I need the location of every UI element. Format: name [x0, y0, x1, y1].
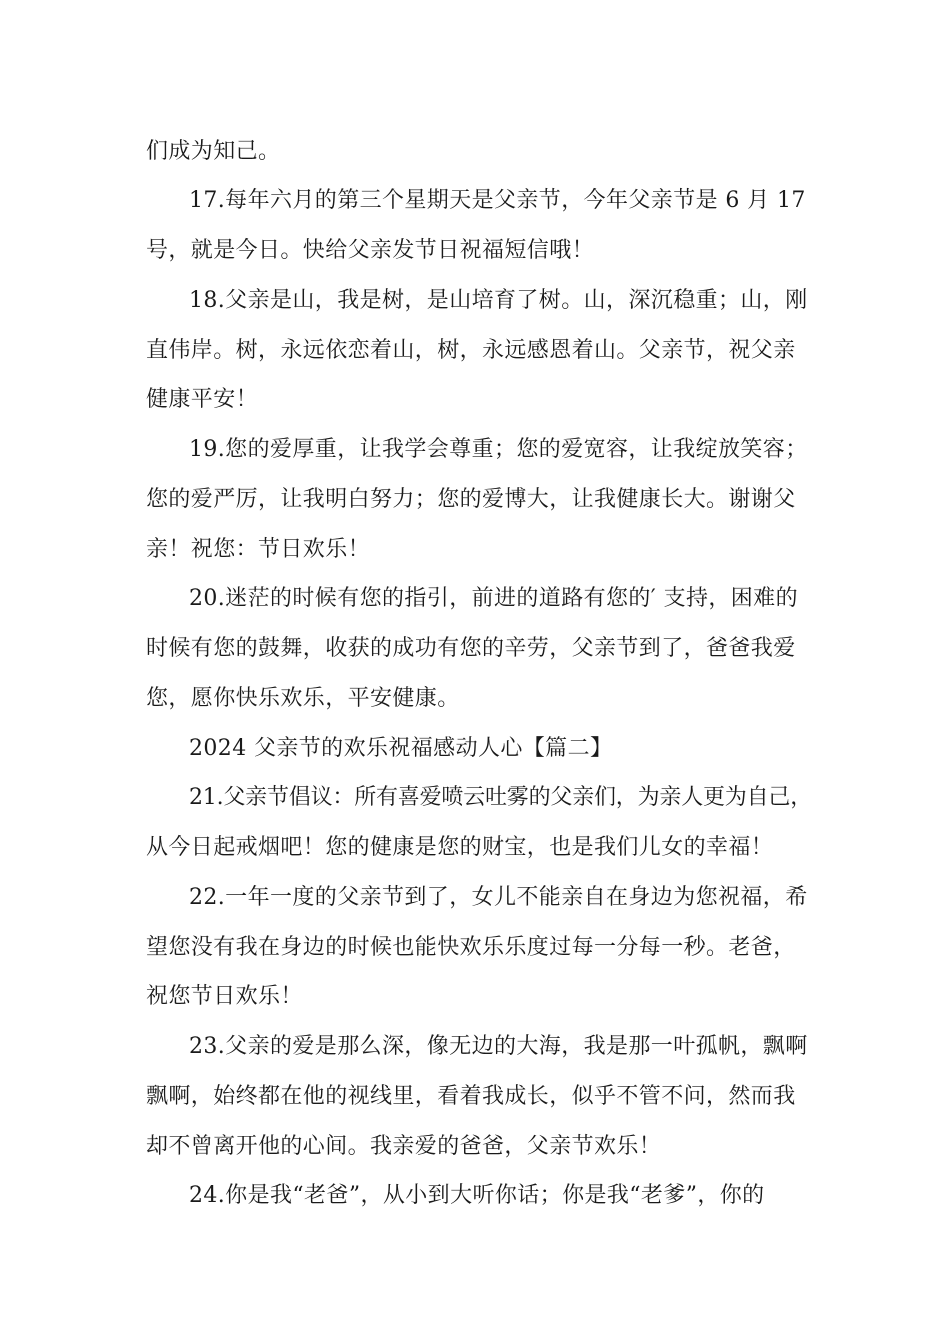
text-line: 望您没有我在身边的时候也能快欢乐乐度过每一分每一秒。老爸，	[146, 935, 796, 960]
text-line: 您的爱严厉，让我明白努力；您的爱博大，让我健康长大。谢谢父	[146, 487, 796, 512]
text-line: 们成为知己。	[146, 139, 281, 164]
paragraph-23: 23.父亲的爱是那么深，像无边的大海，我是那一叶孤帆，飘啊	[189, 1034, 808, 1059]
paragraph-21: 21.父亲节倡议：所有喜爱喷云吐雾的父亲们，为亲人更为自己，	[189, 785, 812, 810]
text-line: 健康平安！	[146, 387, 259, 412]
text-line: 亲！祝您：节日欢乐！	[146, 537, 371, 562]
text-line: 飘啊，始终都在他的视线里，看着我成长，似乎不管不问，然而我	[146, 1084, 796, 1109]
text-line: 祝您节日欢乐！	[146, 984, 303, 1009]
text-line: 却不曾离开他的心间。我亲爱的爸爸，父亲节欢乐！	[146, 1134, 662, 1159]
text-line: 从今日起戒烟吧！您的健康是您的财宝，也是我们儿女的幸福！	[146, 835, 774, 860]
paragraph-20: 20.迷茫的时候有您的指引，前进的道路有您的′ 支持，困难的	[189, 586, 798, 611]
text-line: 直伟岸。树，永远依恋着山，树，永远感恩着山。父亲节，祝父亲	[146, 338, 796, 363]
paragraph-18: 18.父亲是山，我是树，是山培育了树。山，深沉稳重；山，刚	[189, 288, 808, 313]
paragraph-17: 17.每年六月的第三个星期天是父亲节，今年父亲节是 6 月 17	[189, 188, 806, 213]
text-line: 号，就是今日。快给父亲发节日祝福短信哦！	[146, 238, 595, 263]
text-line: 您，愿你快乐欢乐，平安健康。	[146, 686, 460, 711]
paragraph-22: 22.一年一度的父亲节到了，女儿不能亲自在身边为您祝福，希	[189, 885, 808, 910]
paragraph-19: 19.您的爱厚重，让我学会尊重；您的爱宽容，让我绽放笑容；	[189, 437, 808, 462]
section-heading: 2024 父亲节的欢乐祝福感动人心【篇二】	[189, 736, 613, 761]
paragraph-24: 24.你是我“老爸”，从小到大听你话；你是我“老爹”，你的	[189, 1183, 765, 1208]
text-line: 时候有您的鼓舞，收获的成功有您的辛劳，父亲节到了，爸爸我爱	[146, 636, 796, 661]
